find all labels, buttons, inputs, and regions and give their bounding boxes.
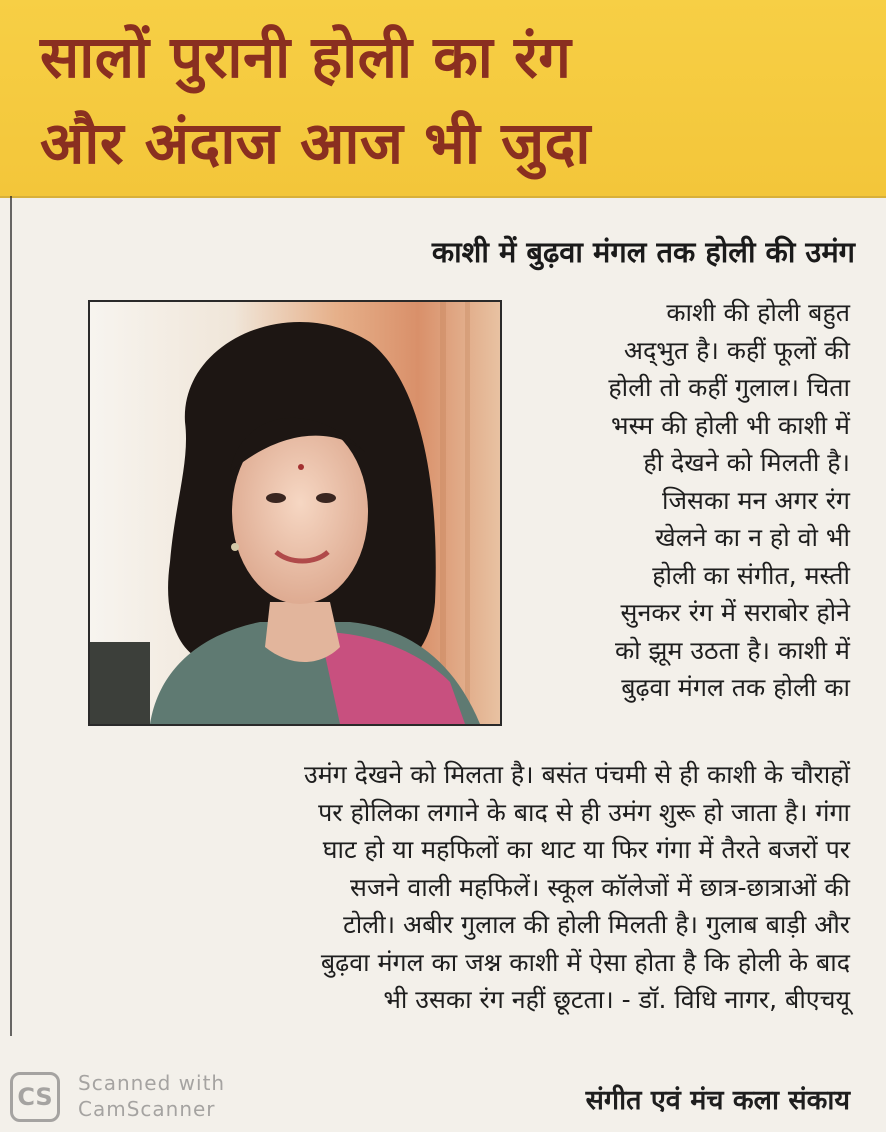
watermark-line-1: Scanned with	[78, 1071, 226, 1095]
byline-affiliation: संगीत एवं मंच कला संकाय	[585, 1085, 850, 1116]
article-line: पर होलिका लगाने के बाद से ही उमंग शुरू हो जाता है। गंगा	[318, 797, 850, 827]
article-line: ही देखने को मिलती है।	[643, 448, 850, 477]
camscanner-logo-icon: CS	[10, 1072, 60, 1122]
article-line: होली का संगीत, मस्ती	[652, 560, 850, 590]
article-line: सुनकर रंग में सराबोर होने	[620, 598, 850, 627]
watermark-text	[78, 1070, 225, 1122]
article-line: भी उसका रंग नहीं छूटता। - डॉ. विधि नागर, बीएचयू	[383, 985, 850, 1014]
article-line: घाट हो या महफिलों का थाट या फिर गंगा में तैरते बजरों पर	[322, 835, 850, 864]
article-full-width	[95, 756, 850, 1019]
article-line: टोली। अबीर गुलाल की होली मिलती है। गुलाब बाड़ी और	[343, 910, 850, 939]
watermark-line-2: CamScanner	[78, 1097, 216, 1121]
article-line: को झूम उठता है। काशी में	[614, 635, 850, 665]
article-line: बुढ़वा मंगल तक होली का	[621, 673, 850, 702]
column-rule	[10, 196, 12, 1036]
subheadline: काशी में बुढ़वा मंगल तक होली की उमंग	[431, 235, 855, 269]
scanner-watermark	[10, 1070, 240, 1126]
article-line: होली तो कहीं गुलाल। चिता	[608, 373, 850, 402]
headline-line-1: सालों पुरानी होली का रंग	[40, 23, 572, 91]
article-line: भस्म की होली भी काशी में	[611, 410, 850, 440]
article-line: उमंग देखने को मिलता है। बसंत पंचमी से ही काशी के चौराहों	[304, 760, 850, 789]
article-line: खेलने का न हो वो भी	[655, 523, 850, 552]
headline	[40, 14, 860, 186]
article-line: जिसका मन अगर रंग	[662, 485, 850, 515]
headline-band	[0, 0, 886, 198]
article-line: अद्‌भुत है। कहीं फूलों की	[623, 335, 850, 365]
article-line: बुढ़वा मंगल का जश्न काशी में ऐसा होता है कि होली के बाद	[320, 947, 850, 977]
headline-line-2: और अंदाज आज भी जुदा	[40, 109, 591, 177]
article-wrapped-column	[520, 294, 850, 707]
portrait-photo	[88, 300, 502, 726]
portrait-image	[90, 302, 500, 724]
article-line: काशी की होली बहुत	[666, 298, 850, 327]
article-line: सजने वाली महफिलें। स्कूल कॉलेजों में छात्र-छात्राओं की	[350, 872, 850, 902]
